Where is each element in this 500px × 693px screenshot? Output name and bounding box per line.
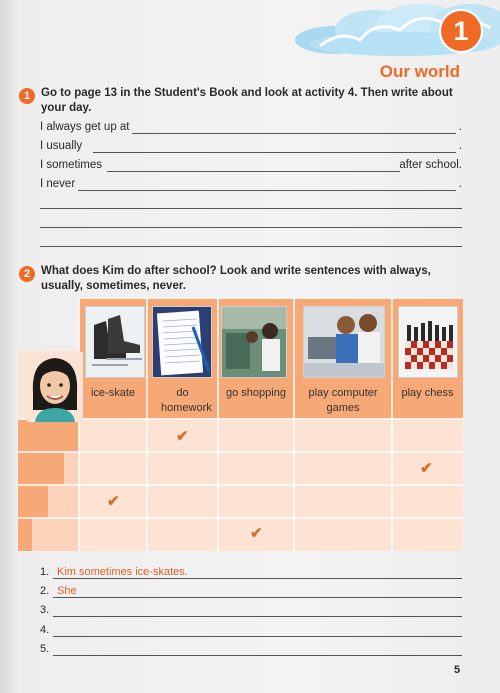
answer-line [107, 171, 400, 172]
tick-go-shopping-row4: ✔ [250, 525, 263, 542]
line-suffix: after school. [399, 159, 462, 171]
tick-do-homework-row1: ✔ [176, 428, 189, 445]
ice-skates-icon [86, 307, 145, 378]
answer-line [53, 578, 462, 579]
sentence-line-2[interactable] [40, 585, 462, 599]
activity-label-ice-skate: ice-skate [90, 387, 136, 399]
instruction-keywords: always, usually, sometimes, never [41, 265, 431, 292]
sentence-number: 5. [40, 643, 50, 655]
exercise-1-number: 1 [19, 88, 35, 104]
extra-answer-line[interactable] [40, 246, 462, 247]
answer-line [93, 152, 456, 153]
sentence-number: 2. [40, 585, 50, 597]
line-suffix: . [458, 178, 462, 190]
sentence-line-4[interactable] [40, 624, 462, 638]
write-line-always[interactable] [40, 121, 462, 135]
tick-ice-skate-row3: ✔ [107, 493, 120, 510]
activity-label-play-computer-games: play computer games [308, 387, 378, 414]
homework-picture [152, 306, 212, 378]
sentence-line-1[interactable] [40, 566, 462, 580]
exercise-2-number: 2 [19, 266, 35, 282]
unit-number-badge: 1 [441, 11, 481, 51]
shopping-icon [222, 307, 287, 378]
answer-line [53, 597, 462, 598]
line-prefix: I usually [40, 140, 83, 152]
sentence-number: 4. [40, 624, 50, 636]
activity-label-play-chess: play chess [401, 387, 454, 399]
sentence-answer: Kim sometimes ice-skates. [57, 566, 188, 578]
write-line-usually[interactable] [40, 140, 462, 154]
shopping-picture [221, 306, 287, 378]
computer-games-icon [304, 307, 385, 378]
line-prefix: I never [40, 178, 76, 190]
sentence-number: 1. [40, 566, 50, 578]
sentence-line-5[interactable] [40, 643, 462, 657]
answer-line [53, 636, 462, 637]
activity-label-go-shopping: go shopping [226, 387, 286, 399]
sentence-number: 3. [40, 604, 50, 616]
exercise-1-instruction: Go to page 13 in the Student's Book and look at activity 4. Then write about your day. [41, 87, 453, 114]
chess-picture [398, 306, 458, 378]
exercise-2-instruction [41, 264, 466, 294]
write-line-never[interactable] [40, 178, 462, 192]
tick-play-chess-row2: ✔ [420, 460, 433, 477]
line-suffix: . [458, 121, 462, 133]
ice-skates-picture [85, 306, 145, 378]
instruction-text: What does Kim do after school? Look and write sentences with [41, 265, 390, 277]
instruction-end: . [182, 280, 186, 292]
answer-line [53, 616, 462, 617]
computer-games-picture [303, 306, 385, 378]
extra-answer-line[interactable] [40, 208, 462, 209]
sentence-line-3[interactable] [40, 604, 462, 618]
kim-portrait [27, 352, 83, 422]
homework-icon [153, 307, 212, 378]
write-line-sometimes[interactable] [40, 159, 462, 173]
answer-line [53, 655, 462, 656]
answer-line [132, 133, 456, 134]
line-suffix: . [458, 140, 462, 152]
answer-line [78, 190, 456, 191]
unit-title: Our world [379, 62, 460, 81]
line-prefix: I always get up at [40, 121, 130, 133]
extra-answer-line[interactable] [40, 227, 462, 228]
activity-label-do-homework: do homework [161, 387, 212, 414]
chess-board-icon [399, 307, 458, 378]
sentence-answer: She [57, 585, 77, 597]
line-prefix: I sometimes [40, 159, 102, 171]
page-number: 5 [454, 664, 461, 676]
